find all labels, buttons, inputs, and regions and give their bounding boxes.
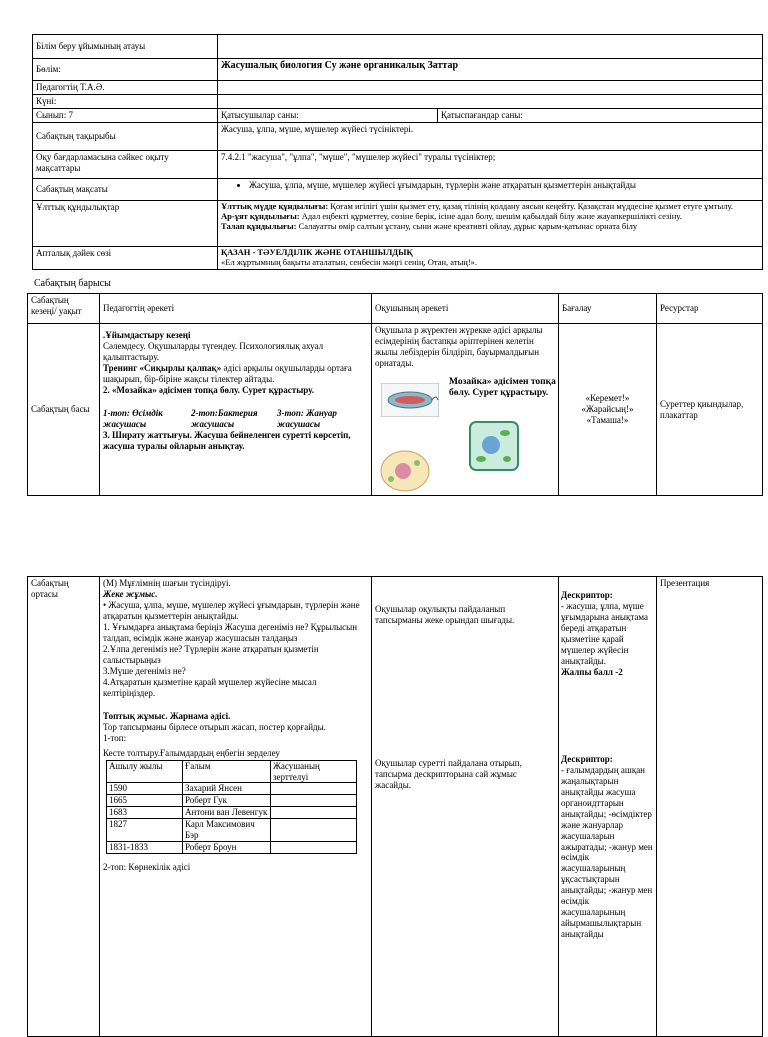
lesson-goal-label: Сабақтың мақсаты: [33, 179, 218, 201]
objectives-value: 7.4.2.1 "жасуша", "ұлпа", "мүше", "мүшелер жүйесі" туралы түсініктер;: [218, 151, 763, 179]
objectives-label: Оқу бағдарламасына сәйкес оқыту мақсаттары: [33, 151, 218, 179]
descriptor-1-title: Дескриптор:: [561, 590, 613, 600]
header-label: Бөлім:: [33, 59, 218, 81]
week-label: Апталық дәйек сөзі: [33, 247, 218, 270]
question-1: 1. Ұғымдарға анықтама беріңіз Жасуша дегеніміз не? Құрылысын талдап, өсімдік және жануар жасушасын талдаңыз: [103, 621, 358, 643]
descriptor-2-text: - ғалымдардың ашқан жаңалықтарын анықтайды жасуша органоидттарын анықтайды; -өсімдіктер және жануарлар жасушаларын ажыратады; -жанур мен өсімдік жасушаларының ұқсастықтарын анықтайды; -жанур мен өсімдік жасушаларының айырмашылықтарын анықтайды: [561, 764, 653, 940]
values-label: Ұлттық құндылықтар: [33, 201, 218, 247]
values-2-text: Адал еңбекті құрметтеу, сөзіне берік, ісіне адал болу, шешім қабылдай білу және жауапкершілікті сезіну.: [299, 210, 682, 221]
question-2: 2.Ұлпа дегеніміз не? Түрлерін және атқаратын қызметін салыстырыңыз: [103, 643, 319, 665]
section-value: Жасушалық биология Су және органикалық Заттар: [218, 59, 763, 81]
teacher-greeting: Сәлемдесу. Оқушыларды түгендеу. Психологиялық ахуал қалыптастыру.: [103, 340, 324, 362]
group-work-title: Топтық жұмыс. Жарнама әдісі.: [103, 710, 231, 721]
research-cell: [271, 807, 357, 819]
student-task-1: Оқушылар оқулықты пайдаланып тапсырманы жеке орындап шығады.: [375, 604, 515, 625]
progress-title: Сабақтың барысы: [34, 278, 111, 289]
year-cell: 1827: [107, 819, 183, 842]
values-2-title: Ар-ұят құндылығы:: [221, 210, 300, 221]
group-work-desc: Тор тапсырманы бірлесе отырып жасап, постер қорғайды.: [103, 721, 326, 732]
descriptor-1-total: Жалпы балл -2: [561, 666, 623, 677]
year-cell: 1665: [107, 795, 183, 807]
group-1: 1-топ: Өсімдік жасушасы: [103, 407, 163, 429]
eval-praise-2: «Жарайсың!»: [581, 404, 634, 415]
animal-cell-image: [379, 449, 431, 493]
teacher-intro: (М) Мұғлімнің шағын түсіндіруі.: [103, 578, 231, 588]
col-header-resources: Ресурстар: [657, 294, 763, 324]
topic-value: Жасуша, ұлпа, мүше, мүшелер жүйесі түсініктері.: [218, 123, 763, 151]
mosaic-method-label: Мозайка» әдісімен топқа бөлу. Сурет құрастыру.: [449, 376, 556, 399]
col-header-teacher: Педагогтің әрекеті: [100, 294, 372, 324]
scientist-cell: Карл Максимович Бэр: [183, 819, 271, 842]
table-row: [107, 807, 357, 819]
header-value: [218, 81, 763, 95]
scientist-cell: Роберт Броун: [183, 842, 271, 854]
warmup-step: 3. Ширату жаттығуы. Жасуша бейнеленген суретті көрсетіп, жасуша туралы ойларын анықтау.: [103, 429, 351, 451]
year-cell: 1683: [107, 807, 183, 819]
bacterium-image: [381, 383, 439, 417]
scientists-header-name: Ғалым: [183, 760, 271, 783]
lesson-goal-value: • Жасуша, ұлпа, мүше, мүшелер жүйесі ұғымдарын, түрлерін және атқаратын қызметтерін анықтайды: [249, 180, 759, 191]
scientists-table: [106, 760, 357, 855]
scientist-cell: Захарий Янсен: [183, 783, 271, 795]
eval-praise-3: «Тамаша!»: [586, 414, 629, 425]
week-value-title: ҚАЗАН - ТӘУЕЛДІЛІК ЖӘНЕ ОТАНШЫЛДЫҚ: [221, 247, 413, 257]
student-greeting: Оқушыла р жүректен жүрекке әдісі арқылы есімдерінің бастапқы әріптерінен келетін жылы лебіздерін білдіріп, бауырмалдығын орнатады.: [375, 325, 543, 368]
table-row: [107, 842, 357, 854]
week-value-text: «Ел жұртымның бақыты аталатын, сенбесін мәңгі сенің, Отан, атың!».: [221, 256, 478, 267]
table-row: [107, 783, 357, 795]
resources-cell: Суреттер қиындылар, плакаттар: [657, 324, 763, 496]
group-3: 3-топ: Жануар жасушасы: [277, 407, 337, 429]
values-1-text: Қоғам игілігі үшін қызмет ету, қазақ тілінің қолдану аясын кеңейту. Қазақстан мүддесіне қызмет етуге ұмтылу.: [328, 201, 733, 211]
question-3: 3.Мүше дегеніміз не?: [103, 665, 186, 676]
header-value: [218, 35, 763, 59]
group-1-label: 1-топ:: [103, 732, 127, 743]
mosaic-step: 2. «Мозайка» әдісімен топқа бөлу. Сурет құрастыру.: [103, 384, 314, 395]
class-label: Сынып: 7: [33, 109, 218, 123]
present-label: Қатысушылар саны:: [218, 109, 438, 123]
research-cell: [271, 795, 357, 807]
header-label: Білім беру ұйымының атауы: [33, 35, 218, 59]
descriptor-2-title: Дескриптор:: [561, 753, 613, 764]
org-stage-title: .Ұйымдастыру кезеңі: [103, 330, 191, 340]
stage-middle: Сабақтың ортасы: [28, 577, 100, 1037]
values-1-title: Ұлттық мүдде құндылығы:: [221, 201, 329, 211]
student-task-2: Оқушылар суретті пайдалана отырып, тапсырма дескрипторына сай жұмыс жасайды.: [375, 757, 522, 790]
research-cell: [271, 819, 357, 842]
col-header-eval: Бағалау: [559, 294, 657, 324]
teacher-goal: • Жасуша, ұлпа, мүше, мүшелер жүйесі ұғымдарын, түрлерін және атқаратын қызметтерін анықтайды.: [103, 599, 360, 621]
year-cell: 1590: [107, 783, 183, 795]
table-row: [107, 795, 357, 807]
scientists-header-research: Жасушаның зерттелуі: [271, 760, 357, 783]
values-3-title: Талап құндылығы:: [221, 220, 297, 231]
col-header-stage: Сабақтың кезеңі/ уақыт: [28, 294, 100, 324]
scientist-cell: Антони ван Левенгук: [183, 807, 271, 819]
research-cell: [271, 842, 357, 854]
group-2-label: 2-топ: Көрнекілік әдісі: [103, 862, 191, 873]
training-text: әдісі арқылы оқушыларды ортаға шақырып, бір-біріне жақсы тілектер айтады.: [103, 362, 352, 384]
fill-table-task: Кесте толтыру.Ғалымдардың еңбегін зерделеу: [103, 747, 280, 758]
header-value: [218, 95, 763, 109]
col-header-student: Оқушының әрекеті: [372, 294, 559, 324]
descriptor-1-text: - жасуша, ұлпа, мүше ұғымдарына анықтама береді атқаратын қызметіне қарай мүшелер жүйесін анықтайды.: [561, 600, 649, 666]
stage-cell: Сабақтың басы: [28, 324, 100, 496]
absent-label: Қатыспағандар саны:: [438, 109, 763, 123]
header-label: Педагогтің Т.А.Ә.: [33, 81, 218, 95]
year-cell: 1831-1833: [107, 842, 183, 854]
main-table: [27, 293, 763, 496]
table-row: [107, 819, 357, 842]
values-3-text: Салауатты өмір салтын ұстану, сыни және креативті ойлау, дұрыс қарым-қатынас орната білу: [296, 220, 638, 231]
header-label: Күні:: [33, 95, 218, 109]
resources-middle: Презентация: [657, 577, 763, 1037]
plant-cell-image: [467, 419, 521, 473]
middle-table: [27, 576, 763, 1037]
training-title: Тренинг «Сиқырлы қалпақ»: [103, 362, 222, 373]
scientist-cell: Роберт Гук: [183, 795, 271, 807]
eval-praise-1: «Керемет!»: [585, 393, 630, 404]
question-4: 4.Атқаратын қызметіне қарай мүшелер жүйесіне мысал келтіріңіздер.: [103, 676, 317, 698]
research-cell: [271, 783, 357, 795]
scientists-header-year: Ашылу жылы: [107, 760, 183, 783]
individual-work-title: Жеке жұмыс.: [103, 588, 158, 599]
group-2: 2-топ:Бактерия жасушасы: [191, 407, 258, 429]
header-table: [32, 34, 763, 270]
topic-label: Сабақтың тақырыбы: [33, 123, 218, 151]
